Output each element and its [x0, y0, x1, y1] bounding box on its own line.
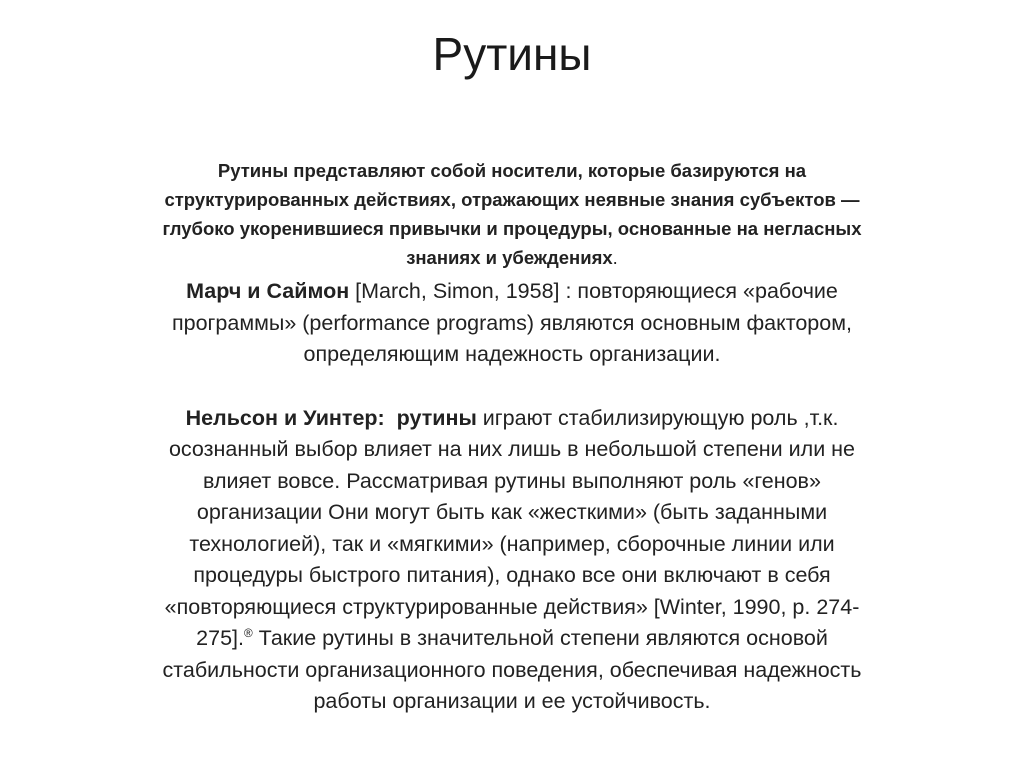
nelson-winter-gap — [385, 406, 397, 430]
nelson-winter-paragraph — [80, 403, 944, 718]
intro-last-line — [80, 243, 944, 272]
slide-body — [80, 156, 944, 718]
nelson-winter-line-1 — [80, 403, 944, 435]
nelson-winter-line-10: стабильности организационного поведения, обеспечивая надежность — [162, 657, 862, 682]
nelson-winter-line: организации Они могут быть как «жесткими» (быть заданными — [196, 500, 828, 524]
nelson-winter-term: рутины — [396, 405, 477, 430]
intro-last-text: знаниях и убеждениях — [406, 247, 613, 268]
march-simon-paragraph — [80, 276, 944, 371]
registered-mark: ® — [243, 625, 253, 640]
nelson-winter-line-11: работы организации и ее устойчивость. — [313, 689, 711, 713]
march-simon-line-3: определяющим надежность организации. — [303, 342, 721, 366]
intro-paragraph — [80, 156, 944, 272]
intro-line: Рутины представляют собой носители, которые базируются на — [217, 160, 807, 181]
intro-line: глубоко укоренившиеся привычки и процедуры, основанные на негласных — [162, 218, 862, 239]
nelson-winter-line-1-rest: играют стабилизирующую роль ,т.к. — [476, 405, 839, 430]
slide-title: Рутины — [432, 28, 592, 80]
march-simon-line-2: программы» (performance programs) являются основным фактором, — [172, 310, 852, 335]
nelson-winter-line: процедуры быстрого питания), однако все они включают в себя — [193, 563, 831, 587]
nelson-winter-line-9 — [80, 623, 944, 655]
nelson-winter-line: «повторяющиеся структурированные действия» [Winter, 1990, p. 274- — [164, 594, 860, 619]
nelson-winter-line-9-rest: Такие рутины в значительной степени являются основой — [252, 626, 828, 650]
nelson-winter-line: технологией), так и «мягкими» (например, сборочные линии или — [189, 531, 835, 556]
nelson-winter-line: влияет вовсе. Рассматривая рутины выполняют роль «генов» — [203, 468, 821, 493]
intro-line: структурированных действиях, отражающих неявные знания субъектов — — [164, 189, 860, 210]
march-simon-line-1 — [80, 276, 944, 308]
march-simon-authors: Марч и Саймон — [186, 279, 350, 303]
march-simon-line-1-rest: [March, Simon, 1958] : повторяющиеся «рабочие — [349, 279, 838, 303]
nelson-winter-line-9-start: 275]. — [196, 626, 244, 650]
nelson-winter-authors: Нельсон и Уинтер: — [185, 405, 385, 430]
nelson-winter-line: осознанный выбор влияет на них лишь в небольшой степени или не — [168, 437, 856, 461]
intro-last-punct: . — [612, 247, 618, 268]
